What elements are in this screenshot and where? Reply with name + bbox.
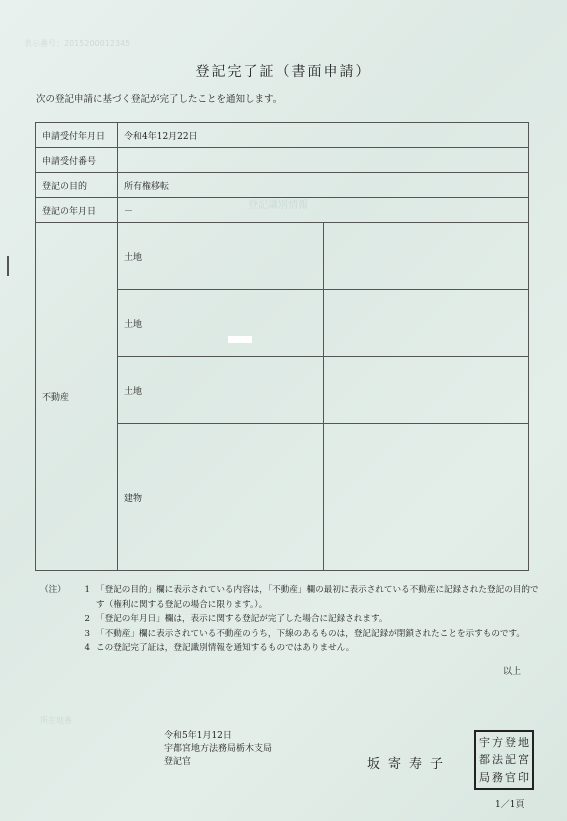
note-item (40, 612, 540, 627)
page-number: 1／1頁 (495, 800, 525, 810)
note-text: この登記完了証は，登記識別情報を通知するものではありません。 (96, 643, 355, 653)
seal-char: 法 (492, 753, 503, 767)
notes-prefix: （注） (40, 585, 66, 595)
row-value: 所有権移転 (118, 173, 529, 198)
row-label: 申請受付年月日 (36, 123, 118, 148)
note-item (40, 583, 540, 612)
property-details (323, 290, 529, 357)
issue-date: 令和5年1月12日 (164, 731, 232, 741)
seal-char: 宇 (479, 736, 490, 750)
note-number: 3 (84, 628, 90, 639)
registrar-name: 坂寄寿子 (367, 757, 452, 772)
seal-char: 登 (505, 736, 516, 750)
seal-char: 記 (505, 753, 516, 767)
row-label: 登記の目的 (36, 173, 118, 198)
seal-char: 宮 (518, 753, 529, 767)
property-type: 建物 (118, 424, 324, 571)
note-item (40, 627, 540, 642)
row-value: － (118, 198, 529, 223)
seal-char: 方 (492, 736, 503, 750)
property-type: 土地 (118, 357, 324, 424)
issuer-block (164, 730, 272, 769)
note-text: 「登記の年月日」欄は，表示に関する登記が完了した場合に記録されます。 (96, 614, 388, 624)
intro-text: 次の登記申請に基づく登記が完了したことを通知します。 (36, 94, 283, 105)
table-row (36, 198, 529, 223)
note-text: 「不動産」欄に表示されている不動産のうち，下線のあるものは，登記記録が閉鎖されたことを示すものです。 (96, 628, 526, 639)
page-title: 登記完了証（書面申請） (195, 64, 372, 80)
official-seal (474, 730, 534, 790)
note-number: 1 (84, 585, 90, 595)
watermark-text: 所在地番 (40, 716, 72, 725)
closing-text: 以上 (503, 667, 522, 677)
table-row (36, 173, 529, 198)
seal-char: 都 (479, 753, 490, 767)
property-details (323, 424, 529, 571)
row-label: 登記の年月日 (36, 198, 118, 223)
notes-section (40, 583, 540, 656)
watermark-text: 登記識別情報 (248, 200, 308, 211)
registration-table (35, 122, 529, 571)
seal-char: 地 (518, 736, 529, 750)
margin-mark (7, 256, 9, 276)
note-item (40, 641, 540, 656)
property-type: 土地 (118, 223, 324, 290)
seal-char: 務 (492, 770, 503, 784)
note-number: 2 (84, 614, 90, 624)
property-row (36, 223, 529, 290)
watermark-text: 表示番号：2015200012345 (24, 39, 131, 48)
row-label: 申請受付番号 (36, 148, 118, 173)
property-type: 土地 (118, 290, 324, 357)
seal-char: 局 (479, 770, 490, 784)
note-number: 4 (84, 643, 90, 653)
issuing-office: 宇都宮地方法務局栃木支局 (164, 744, 273, 754)
note-text: 「登記の目的」欄に表示されている内容は，「不動産」欄の最初に表示されている不動産に記録された登記の目的です（権利に関する登記の場合に限ります。）。 (96, 585, 539, 610)
table-row (36, 148, 529, 173)
property-label: 不動産 (36, 223, 118, 571)
property-details (323, 357, 529, 424)
registrar-role: 登記官 (164, 757, 192, 767)
row-value (118, 148, 529, 173)
seal-char: 印 (518, 770, 529, 784)
table-row (36, 123, 529, 148)
row-value: 令和4年12月22日 (118, 123, 529, 148)
property-details (323, 223, 529, 290)
seal-char: 官 (505, 770, 516, 784)
